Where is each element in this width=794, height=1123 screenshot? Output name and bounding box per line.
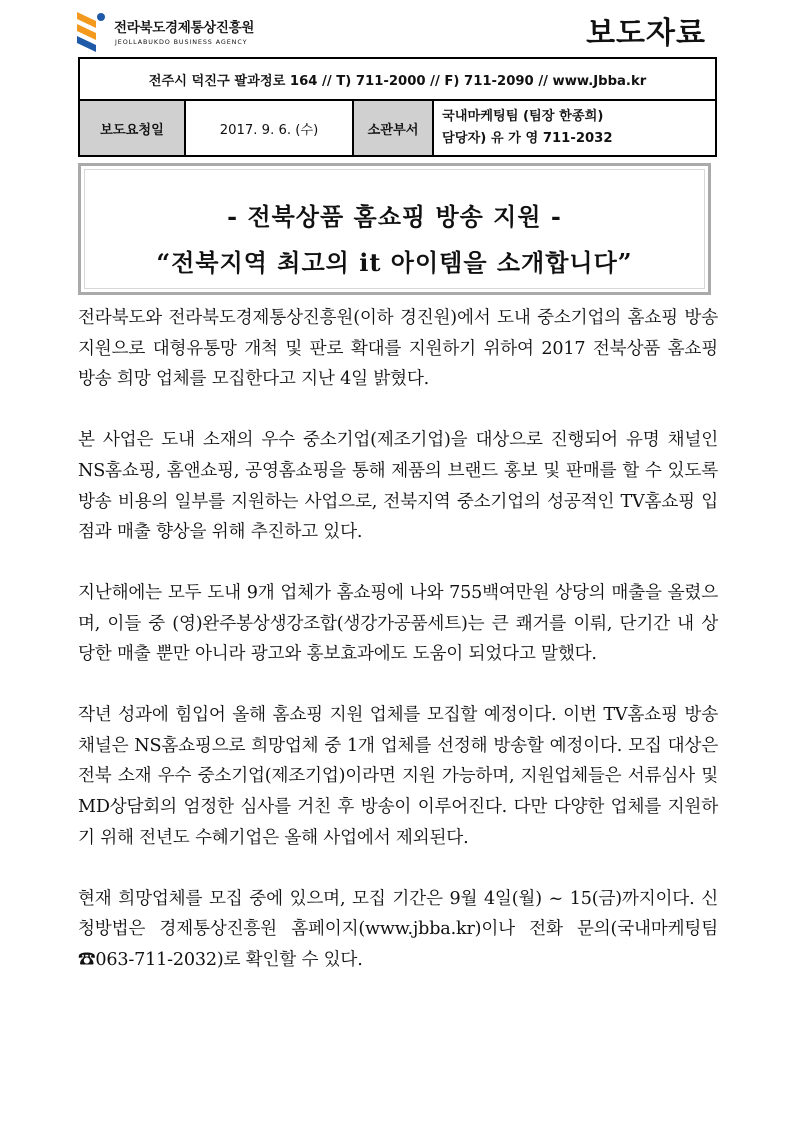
body-paragraph: 전라북도와 전라북도경제통상진흥원(이하 경진원)에서 도내 중소기업의 홈쇼핑 방송 지원으로 대형유통망 개척 및 판로 확대를 지원하기 위하여 2017 전북상품 홈쇼핑 방송 희망 업체를 모집한다고 지난 4일 밝혔다. [78, 308, 718, 390]
headline-box [78, 163, 711, 295]
press-info-table [78, 57, 717, 157]
body-paragraph: 작년 성과에 힘입어 올해 홈쇼핑 지원 업체를 모집할 예정이다. 이번 TV홈쇼핑 방송 채널은 NS홈쇼핑으로 희망업체 중 1개 업체를 선정해 방송할 예정이다. 모집 대상은 전북 소재 우수 중소기업(제조기업)이라면 지원 가능하며, 지원업체들은 서류심사 및 MD상담회의 엄정한 심사를 거친 후 방송이 이루어진다. 다만 다양한 업체를 지원하기 위해 전년도 수혜기업은 올해 사업에서 제외된다. [78, 705, 718, 848]
body-paragraph: 본 사업은 도내 소재의 우수 중소기업(제조기업)을 대상으로 진행되어 유명 채널인 NS홈쇼핑, 홈앤쇼핑, 공영홈쇼핑을 통해 제품의 브랜드 홍보 및 판매를 할 수 있도록 방송 비용의 일부를 지원하는 사업으로, 전북지역 중소기업의 성공적인 TV홈쇼핑 입점과 매출 향상을 위해 추진하고 있다. [78, 430, 718, 543]
headline-title: “전북지역 최고의 it 아이템을 소개합니다” [156, 248, 633, 277]
document-type-title: 보도자료 [586, 16, 706, 51]
article-body [78, 298, 718, 1006]
headline-subtitle: - 전북상품 홈쇼핑 방송 지원 - [227, 202, 562, 231]
request-date-label: 보도요청일 [79, 100, 185, 156]
logo-korean-name: 전라북도경제통상진흥원 [114, 20, 255, 36]
contact-person: 담당자) 유 가 영 711-2032 [442, 131, 613, 146]
agency-logo-icon [74, 8, 110, 54]
body-paragraph: 지난해에는 모두 도내 9개 업체가 홈쇼핑에 나와 755백여만원 상당의 매출을 올렸으며, 이들 중 (영)완주봉상생강조합(생강가공품세트)는 큰 쾌거를 이뤄, 단기간 내 상당한 매출 뿐만 아니라 광고와 홍보효과에도 도움이 되었다고 말했다. [78, 582, 718, 665]
logo-english-name: JEOLLABUKDO BUSINESS AGENCY [115, 38, 248, 46]
department-cell [433, 100, 716, 156]
agency-logo [74, 8, 294, 58]
request-date-value: 2017. 9. 6. (수) [185, 100, 353, 156]
department-label: 소관부서 [353, 100, 433, 156]
department-name: 국내마케팅팀 (팀장 한종희) [442, 109, 604, 124]
body-paragraph: 현재 희망업체를 모집 중에 있으며, 모집 기간은 9월 4일(월) ~ 15(금)까지이다. 신청방법은 경제통상진흥원 홈페이지(www.jbba.kr)이나 전화 문의(국내마케팅팀 ☎063-711-2032)로 확인할 수 있다. [78, 888, 718, 970]
contact-address-line: 전주시 덕진구 팔과정로 164 // T) 711-2000 // F) 711-2090 // www.Jbba.kr [79, 58, 716, 100]
